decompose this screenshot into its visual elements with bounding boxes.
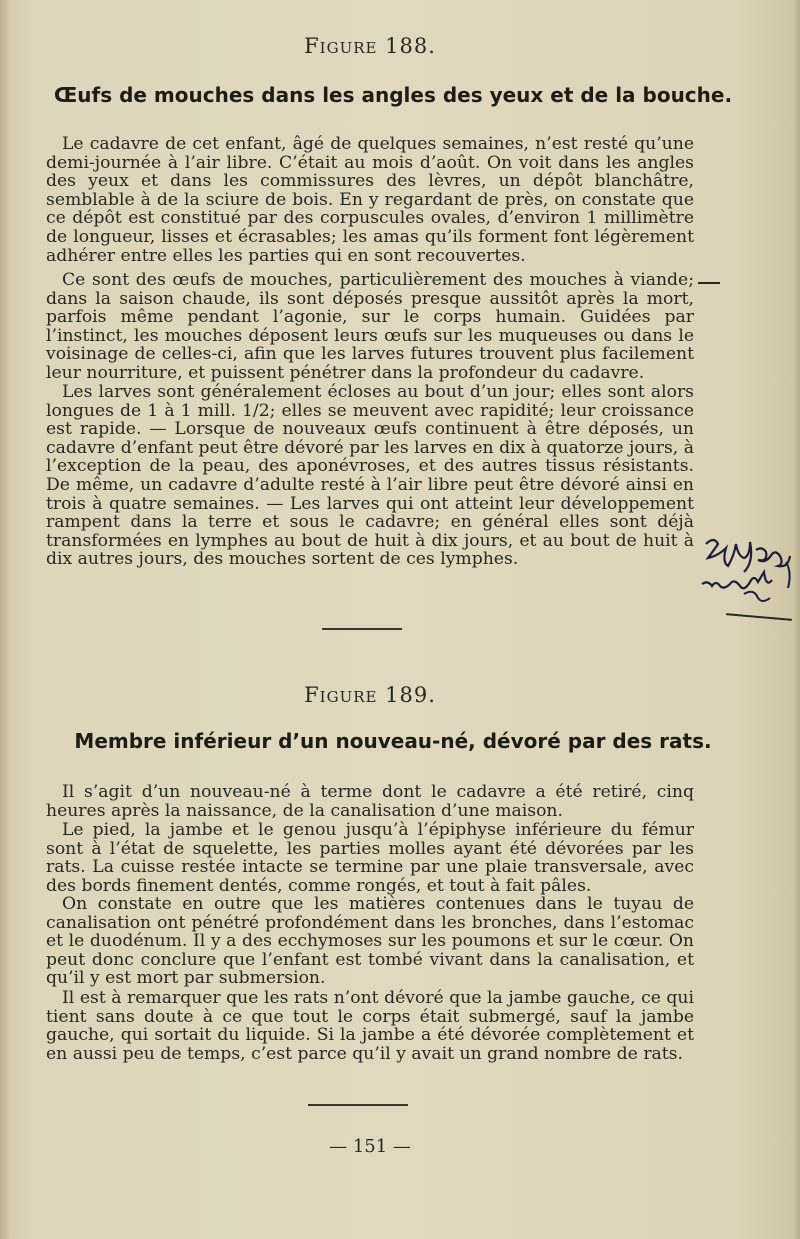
- figure-188-paragraph-3: Les larves sont généralement écloses au bout d’un jour; elles sont alors longues de 1 à 1 mill. 1/2; elles se meuvent avec rapidité; leur croissance est rapide. — Lorsque de nouveaux œufs continuent à être déposés, un cadavre d’enfant peut être dévoré par les larves en dix à quatorze jours, à l’exception de la peau, des aponévroses, et des autres tissus résistants. De même, un cadavre d’adulte resté à l’air libre peut être dévoré ainsi en trois à quatre semaines. — Les larves qui ont atteint leur développement rampent dans la terre et sous le cadavre; en général elles sont déjà transformées en lymphes au bout de huit à dix jours, et au bout de huit à dix autres jours, des mouches sortent de ces lymphes.: [46, 382, 694, 570]
- figure-189-heading: Membre inférieur d’un nouveau-né, dévoré par des rats.: [74, 729, 712, 753]
- figure-189-title: [0, 683, 740, 707]
- page-number: — 151 —: [329, 1136, 411, 1157]
- handwritten-annotation: [700, 520, 800, 630]
- figure-188-paragraph-2: Ce sont des œufs de mouches, particulièrement des mouches à viande; dans la saison chaude, ils sont déposés presque aussitôt après la mort, parfois même pendant l’agonie, sur le corps humain. Guidées par l’instinct, les mouches déposent leurs œufs sur les muqueuses ou dans le voisinage de celles-ci, afin que les larves futures trouvent plus facilement leur nourriture, et puissent pénétrer dans la profondeur du cadavre.: [46, 270, 694, 383]
- figure-188-title: [0, 34, 740, 58]
- figure-189-title-text: Figure 189.: [304, 683, 436, 707]
- figure-189-paragraph-4: Il est à remarquer que les rats n’ont dévoré que la jambe gauche, ce qui tient sans doute à ce que tout le corps était submergé, sauf la jambe gauche, qui sortait du liquide. Si la jambe a été dévorée complètement et en aussi peu de temps, c’est parce qu’il y avait un grand nombre de rats.: [46, 988, 694, 1064]
- figure-189-paragraph-3: On constate en outre que les matières contenues dans le tuyau de canalisation ont pénétré profondément dans les bronches, dans l’estomac et le duodénum. Il y a des ecchymoses sur les poumons et sur le cœur. On peut donc conclure que l’enfant est tombé vivant dans la canalisation, et qu’il y est mort par submersion.: [46, 894, 694, 989]
- figure-189-paragraph-2: Le pied, la jambe et le genou jusqu’à l’épiphyse inférieure du fémur sont à l’état de squelette, les parties molles ayant été dévorées par les rats. La cuisse restée intacte se termine par une plaie transversale, avec des bords finement dentés, comme rongés, et tout à fait pâles.: [46, 820, 694, 896]
- margin-dash-mark: [698, 282, 720, 284]
- figure-188-title-text: Figure 188.: [304, 34, 436, 58]
- figure-188-paragraph-1: Le cadavre de cet enfant, âgé de quelques semaines, n’est resté qu’une demi-journée à l’air libre. C’était au mois d’août. On voit dans les angles des yeux et dans les commissures des lèvres, un dépôt blanchâtre, semblable à de la sciure de bois. En y regardant de près, on constate que ce dépôt est constitué par des corpuscules ovales, d’environ 1 millimètre de longueur, lisses et écrasables; les amas qu’ils forment font légèrement adhérer entre elles les parties qui en sont recouvertes.: [46, 134, 694, 266]
- section-divider: [322, 628, 402, 630]
- figure-188-heading: Œufs de mouches dans les angles des yeux et de la bouche.: [53, 83, 733, 107]
- footer-divider: [308, 1104, 408, 1106]
- page-spine-shadow: [0, 0, 10, 1239]
- figure-189-paragraph-1: Il s’agit d’un nouveau-né à terme dont le cadavre a été retiré, cinq heures après la naissance, de la canalisation d’une maison.: [46, 782, 694, 821]
